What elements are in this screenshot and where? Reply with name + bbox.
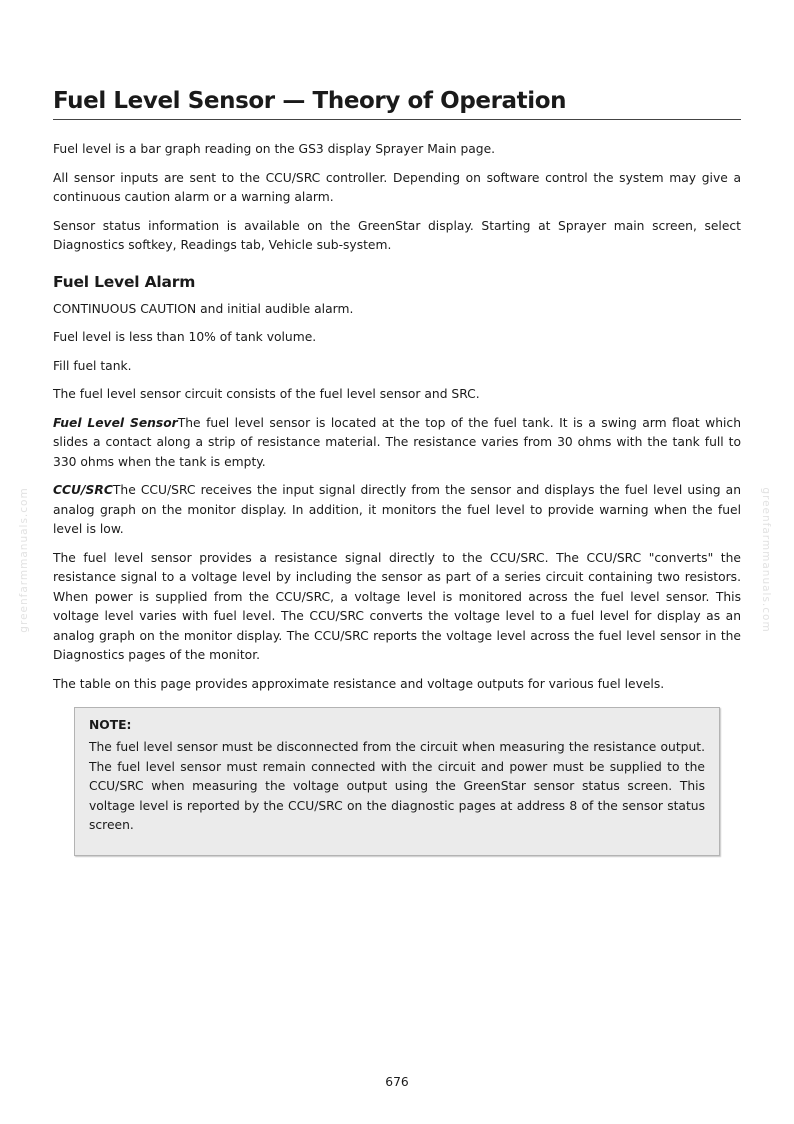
ccu-paragraph	[53, 481, 741, 540]
page-number: 676	[385, 1075, 409, 1089]
intro-paragraph-1: Fuel level is a bar graph reading on the GS3 display Sprayer Main page.	[53, 142, 496, 156]
ccu-text: The CCU/SRC receives the input signal directly from the sensor and displays the fuel level using an analog graph on the monitor display. In addition, it monitors the fuel level to provide warning when the fuel level is low.	[53, 483, 741, 536]
note-title: NOTE:	[89, 718, 132, 732]
sensor-paragraph	[53, 414, 741, 473]
body-paragraph-2: The table on this page provides approximate resistance and voltage outputs for various fuel levels.	[53, 676, 665, 691]
sensor-text: The fuel level sensor is located at the top of the fuel tank. It is a swing arm float which slides a contact along a strip of resistance material. The resistance varies from 30 ohms with the tank full to 330 ohms when the tank is empty.	[53, 415, 741, 469]
watermark-right: greenfarmmanuals.com	[760, 487, 772, 633]
intro-paragraph-2: All sensor inputs are sent to the CCU/SRC controller. Depending on software control the system may give a continuous caution alarm or a warning alarm.	[53, 170, 741, 204]
page-title: Fuel Level Sensor — Theory of Operation	[53, 88, 741, 120]
sensor-lead: Fuel Level Sensor	[53, 415, 178, 430]
page-content	[53, 88, 741, 856]
watermark-left: greenfarmmanuals.com	[18, 487, 30, 633]
alarm-line-1: CONTINUOUS CAUTION and initial audible alarm.	[53, 301, 354, 316]
note-box	[74, 707, 720, 856]
section-heading-fuel-level-alarm: Fuel Level Alarm	[53, 272, 196, 291]
alarm-line-3: Fill fuel tank.	[53, 358, 132, 373]
alarm-line-4: The fuel level sensor circuit consists of the fuel level sensor and SRC.	[53, 387, 480, 401]
intro-paragraph-3: Sensor status information is available on the GreenStar display. Starting at Sprayer main screen, select Diagnostics softkey, Readings tab, Vehicle sub-system.	[53, 218, 741, 252]
alarm-line-2: Fuel level is less than 10% of tank volume.	[53, 330, 317, 344]
body-content	[53, 140, 741, 856]
ccu-lead: CCU/SRC	[53, 483, 113, 497]
body-paragraph-1: The fuel level sensor provides a resistance signal directly to the CCU/SRC. The CCU/SRC "converts" the resistance signal to a voltage level by including the sensor as part of a series circuit containing two resistors. When power is supplied from the CCU/SRC, a voltage level is monitored across the fuel level sensor. This voltage level varies with fuel level. The CCU/SRC converts the voltage level to a fuel level for display as an analog graph on the monitor display. The CCU/SRC reports the voltage level across the fuel level sensor in the Diagnostics pages of the monitor.	[53, 550, 741, 662]
note-text: The fuel level sensor must be disconnected from the circuit when measuring the resistance output. The fuel level sensor must remain connected with the circuit and power must be supplied to the CCU/SRC when measuring the voltage output using the GreenStar sensor status screen. This voltage level is reported by the CCU/SRC on the diagnostic pages at address 8 of the sensor status screen.	[89, 740, 705, 832]
